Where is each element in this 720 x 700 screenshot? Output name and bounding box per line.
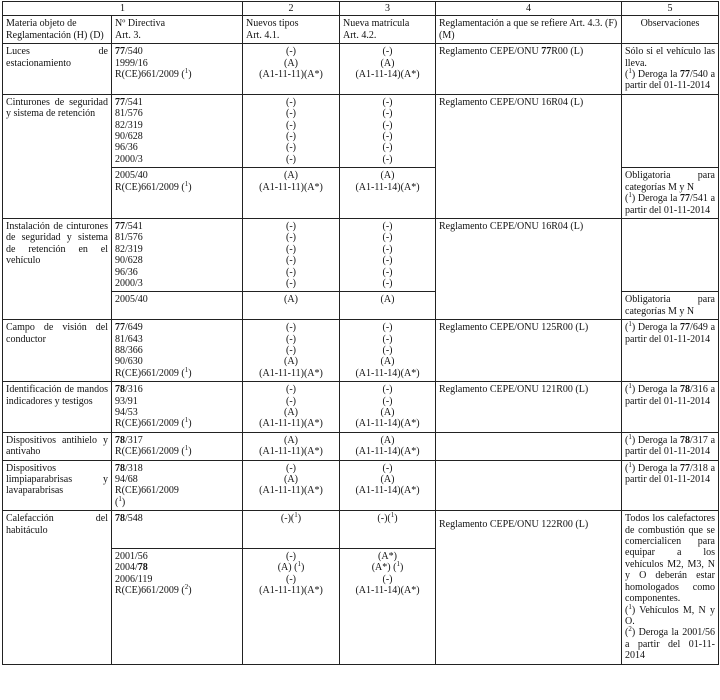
directiva-value: R(CE)661/2009: [115, 485, 179, 497]
reglamento-text: Reglamento CEPE/ONU 121R00 (L): [439, 384, 589, 396]
directiva-value: 78/316: [115, 384, 143, 396]
nueva-matricula-cell: [340, 432, 436, 460]
directiva-value: 96/36: [115, 266, 138, 278]
nuevos-tipos-value: (-): [286, 333, 296, 345]
directiva-value: 2000/3: [115, 153, 143, 165]
directiva-cell: [112, 94, 243, 167]
nuevos-tipos-value: (A): [284, 407, 298, 418]
footnote-mark: 1: [184, 444, 189, 453]
nueva-matricula-value: (-)($^1$): [377, 511, 398, 525]
nuevos-tipos-cell: [243, 44, 340, 95]
materia-cell: [3, 432, 112, 460]
header-reglamentacion: [436, 16, 622, 44]
reglamento-text: Reglamento CEPE/ONU 122R00 (L): [439, 519, 589, 531]
nuevos-tipos-value: (-): [286, 153, 296, 165]
nueva-matricula-value: (A1-11-14)(A*): [355, 367, 420, 379]
observaciones-text: Obligatoria para categorías M y N: [625, 294, 715, 317]
directiva-value: 2005/40: [115, 170, 148, 182]
nueva-matricula-cell: [340, 460, 436, 511]
observaciones-text: Sólo si el vehículo las lleva.: [625, 46, 715, 69]
table-row: [3, 432, 719, 460]
column-number-1: 1: [3, 2, 243, 16]
header-nuevos-line1: Nuevos tipos: [246, 18, 299, 30]
nuevos-tipos-value: (A): [284, 474, 298, 486]
nuevos-tipos-value: (A) ($^1$): [277, 560, 305, 574]
nueva-matricula-value: (A): [380, 356, 395, 368]
nueva-matricula-value: (-): [382, 573, 393, 585]
directiva-cell: [112, 511, 243, 549]
footnote-mark: 1: [628, 382, 632, 391]
observaciones-text: ($^1$) Deroga la 78/316 a partir del 01-11-2014: [625, 382, 716, 407]
directiva-cell: [112, 218, 243, 291]
header-materia-text: Materia objeto de Reglamentación (H) (D): [6, 18, 104, 41]
nuevos-tipos-value: (A1-11-11)(A*): [259, 485, 323, 497]
nueva-matricula-value: (A): [380, 434, 395, 446]
nueva-matricula-value: (A1-11-14)(A*): [355, 584, 420, 596]
footnote-mark: 2: [628, 625, 632, 634]
table-row: [3, 94, 719, 167]
footnote-mark: 1: [297, 560, 301, 569]
nueva-matricula-value: (-): [382, 333, 393, 345]
nuevos-tipos-cell: [243, 218, 340, 291]
nuevos-tipos-cell: [243, 382, 340, 433]
nuevos-tipos-value: (-): [286, 96, 296, 108]
directiva-value: 2005/40: [115, 294, 148, 306]
materia-text: Dispositivos limpiaparabrisas y lavaparabrisas: [6, 462, 108, 497]
nuevos-tipos-value: (-): [286, 220, 296, 232]
directiva-cell: [112, 168, 243, 219]
materia-text: Luces de estacionamiento: [6, 46, 108, 69]
materia-cell: [3, 320, 112, 382]
column-number-5: 5: [622, 2, 719, 16]
materia-cell: [3, 511, 112, 664]
directiva-value: 2006/119: [115, 573, 153, 585]
nuevos-tipos-value: (-): [286, 384, 296, 396]
materia-text: Identificación de mandos indicadores y testigos: [6, 384, 108, 407]
observaciones-cell: [622, 94, 719, 167]
directiva-value: 94/68: [115, 474, 138, 486]
nueva-matricula-value: (A1-11-14)(A*): [355, 181, 420, 193]
footnote-mark: 1: [184, 67, 189, 76]
nueva-matricula-cell: [340, 44, 436, 95]
nueva-matricula-cell: [340, 382, 436, 433]
nueva-matricula-value: (-): [382, 243, 393, 255]
table-body: [3, 2, 719, 665]
nuevos-tipos-cell: [243, 548, 340, 664]
nuevos-tipos-value: (-): [286, 344, 296, 356]
nueva-matricula-cell: [340, 511, 436, 549]
nueva-matricula-cell: [340, 548, 436, 664]
reglamento-text: Reglamento CEPE/ONU 16R04 (L): [439, 96, 584, 108]
observaciones-text: ($^1$) Deroga la 77/649 a partir del 01-11-2014: [625, 320, 716, 345]
bold-number: 77: [680, 322, 691, 334]
nueva-matricula-value: (-): [382, 322, 393, 334]
nueva-matricula-value: (A*) ($^1$): [371, 560, 404, 574]
reglamentacion-cell: [436, 460, 622, 511]
directiva-cell: [112, 320, 243, 382]
table-row: [3, 511, 719, 549]
nuevos-tipos-cell: [243, 511, 340, 549]
column-number-row: [3, 2, 719, 16]
nuevos-tipos-value: (-): [286, 395, 296, 407]
nueva-matricula-cell: [340, 218, 436, 291]
directiva-value: 1999/16: [115, 57, 148, 69]
footnote-mark: 1: [390, 511, 395, 520]
directiva-value: R(CE)661/2009 ($^1$): [115, 67, 192, 81]
directiva-cell: [112, 44, 243, 95]
header-observaciones: Observaciones: [622, 16, 719, 44]
nueva-matricula-value: (-): [382, 384, 393, 396]
reglamento-text: Reglamento CEPE/ONU 125R00 (L): [439, 322, 589, 334]
reglamento-text: Reglamento CEPE/ONU 77R00 (L): [439, 46, 584, 58]
nueva-matricula-cell: [340, 320, 436, 382]
bold-number: 77: [680, 193, 691, 205]
nuevos-tipos-cell: [243, 94, 340, 167]
nuevos-tipos-value: (A1-11-11)(A*): [259, 584, 323, 596]
observaciones-text: ($^1$) Vehículos M, N y O.: [625, 602, 715, 627]
directiva-value: 78/317: [115, 434, 143, 446]
nuevos-tipos-cell: [243, 320, 340, 382]
nueva-matricula-value: (-): [382, 344, 393, 356]
directiva-value: 82/319: [115, 119, 143, 131]
bold-number: 78: [115, 384, 125, 396]
nueva-matricula-cell: [340, 94, 436, 167]
nuevos-tipos-cell: [243, 460, 340, 511]
nuevos-tipos-value: (A1-11-11)(A*): [259, 69, 323, 81]
observaciones-text: Todos los calefactores de combustión que se comercialicen para equipar a los vehículos M2, M3, N y O deberán estar homologados como componentes.: [625, 513, 715, 605]
materia-cell: [3, 44, 112, 95]
nueva-matricula-value: (-): [382, 232, 393, 244]
reglamentacion-cell: [436, 511, 622, 664]
nueva-matricula-value: (A1-11-14)(A*): [355, 418, 420, 430]
directiva-value: ($^1$): [115, 494, 126, 508]
nueva-matricula-value: (A1-11-14)(A*): [355, 485, 420, 497]
observaciones-cell: [622, 460, 719, 511]
nuevos-tipos-value: (-): [286, 462, 296, 474]
directiva-value: 90/628: [115, 131, 143, 143]
nuevos-tipos-value: (-): [286, 266, 296, 278]
header-matricula-line1: Nueva matrícula: [343, 18, 410, 30]
observaciones-cell: [622, 511, 719, 664]
directiva-value: 78/548: [115, 513, 143, 525]
nuevos-tipos-value: (-): [286, 46, 296, 58]
materia-text: Instalación de cinturones de seguridad y sistema de retención en el vehículo: [6, 220, 108, 267]
materia-text: Calefacción del habitáculo: [6, 513, 108, 536]
footnote-mark: 1: [628, 432, 632, 441]
nuevos-tipos-value: (A1-11-11)(A*): [259, 446, 323, 458]
nuevos-tipos-value: (-)($^1$): [280, 511, 302, 525]
nuevos-tipos-value: (A1-11-11)(A*): [259, 367, 323, 379]
nueva-matricula-cell: [340, 292, 436, 320]
nuevos-tipos-value: (A1-11-11)(A*): [259, 181, 323, 193]
table-row: [3, 320, 719, 382]
directiva-value: 81/576: [115, 232, 143, 244]
observaciones-text: ($^1$) Deroga la 77/541 a partir del 01-11-2014: [625, 191, 716, 216]
bold-number: 77: [680, 69, 691, 81]
observaciones-cell: [622, 218, 719, 291]
materia-text: Campo de visión del conductor: [6, 322, 108, 345]
header-directiva-line1: Nº Directiva: [115, 18, 166, 30]
nueva-matricula-value: (-): [382, 96, 393, 108]
directiva-value: 96/36: [115, 142, 138, 154]
nueva-matricula-value: (-): [382, 108, 393, 120]
directiva-cell: [112, 460, 243, 511]
table-row: [3, 44, 719, 95]
reglamentacion-cell: [436, 320, 622, 382]
footnote-mark: 1: [628, 191, 632, 200]
materia-cell: [3, 460, 112, 511]
nuevos-tipos-value: (-): [286, 550, 296, 562]
bold-number: 78: [137, 562, 148, 574]
nueva-matricula-value: (-): [382, 142, 393, 154]
nueva-matricula-value: (-): [382, 462, 393, 474]
observaciones-text: ($^1$) Deroga la 78/317 a partir del 01-11-2014: [625, 432, 716, 458]
directiva-value: 88/366: [115, 344, 143, 356]
nuevos-tipos-value: (-): [286, 322, 296, 334]
nuevos-tipos-value: (-): [286, 277, 296, 289]
nuevos-tipos-value: (-): [286, 232, 296, 244]
header-nueva-matricula: [340, 16, 436, 44]
observaciones-cell: [622, 432, 719, 460]
table-row: [3, 460, 719, 511]
nuevos-tipos-value: (-): [286, 131, 296, 143]
directiva-value: 77/541: [115, 96, 143, 108]
directiva-value: 2004/78: [115, 562, 148, 574]
footnote-mark: 1: [184, 416, 189, 425]
header-directiva: [112, 16, 243, 44]
nueva-matricula-value: (-): [382, 277, 393, 289]
observaciones-text: Obligatoria para categorías M y N: [625, 170, 715, 193]
observaciones-cell: [622, 292, 719, 320]
bold-number: 77: [115, 220, 125, 232]
header-nuevos-tipos: [243, 16, 340, 44]
nueva-matricula-value: (-): [382, 395, 393, 407]
nuevos-tipos-cell: [243, 168, 340, 219]
bold-number: 78: [115, 462, 125, 474]
reglamento-text: Reglamento CEPE/ONU 16R04 (L): [439, 220, 584, 232]
bold-number: 77: [115, 96, 125, 108]
nueva-matricula-value: (A): [380, 407, 395, 418]
nueva-matricula-value: (-): [382, 119, 393, 131]
directiva-value: 82/319: [115, 243, 143, 255]
directiva-cell: [112, 292, 243, 320]
header-matricula-line2: Art. 4.2.: [343, 29, 377, 41]
directiva-value: R(CE)661/2009 ($^1$): [115, 444, 192, 458]
nueva-matricula-value: (-): [382, 255, 393, 267]
nueva-matricula-value: (-): [382, 266, 393, 278]
materia-cell: [3, 382, 112, 433]
observaciones-cell: [622, 320, 719, 382]
directiva-value: 2001/56: [115, 550, 148, 562]
directiva-value: R(CE)661/2009 ($^1$): [115, 416, 192, 430]
directiva-value: 78/318: [115, 462, 143, 474]
nuevos-tipos-value: (-): [286, 573, 296, 585]
nuevos-tipos-value: (-): [286, 255, 296, 267]
column-number-3: 3: [340, 2, 436, 16]
footnote-mark: 1: [396, 560, 400, 569]
nuevos-tipos-value: (-): [286, 243, 296, 255]
directiva-value: R(CE)661/2009 ($^1$): [115, 365, 192, 379]
materia-text: Dispositivos antihielo y antivaho: [6, 434, 108, 458]
directiva-value: 93/91: [115, 395, 138, 407]
bold-number: 78: [115, 434, 125, 446]
footnote-mark: 1: [628, 602, 632, 611]
directiva-value: R(CE)661/2009 ($^1$): [115, 179, 192, 193]
nuevos-tipos-value: (A): [284, 294, 298, 306]
observaciones-text: ($^1$) Deroga la 77/318 a partir del 01-11-2014: [625, 460, 716, 486]
header-directiva-line2: Art. 3.: [115, 29, 141, 41]
footnote-mark: 1: [184, 179, 189, 188]
nueva-matricula-value: (A): [380, 57, 395, 69]
nueva-matricula-value: (A1-11-14)(A*): [355, 446, 420, 458]
footnote-mark: 1: [118, 494, 122, 503]
nueva-matricula-value: (-): [382, 46, 393, 58]
observaciones-cell: [622, 382, 719, 433]
directiva-cell: [112, 548, 243, 664]
nueva-matricula-value: (A): [380, 474, 395, 486]
directiva-value: 2000/3: [115, 277, 143, 289]
nuevos-tipos-value: (A): [284, 170, 298, 182]
nuevos-tipos-value: (-): [286, 108, 296, 120]
observaciones-cell: [622, 168, 719, 219]
column-number-2: 2: [243, 2, 340, 16]
reglamentacion-cell: [436, 382, 622, 433]
bold-number: 78: [680, 384, 691, 396]
reglamentacion-cell: [436, 218, 622, 319]
table-row: [3, 382, 719, 433]
header-row: [3, 16, 719, 44]
reglamentacion-cell: [436, 44, 622, 95]
observaciones-text: ($^1$) Deroga la 77/540 a partir del 01-11-2014: [625, 67, 716, 92]
footnote-mark: 1: [294, 511, 298, 520]
nuevos-tipos-value: (A): [284, 356, 298, 368]
directiva-value: R(CE)661/2009 ($^2$): [115, 582, 192, 596]
directiva-value: 90/628: [115, 255, 143, 267]
materia-cell: [3, 94, 112, 218]
header-reglamentacion-text: Reglamentación a que se refiere Art. 4.3. (F) (M): [439, 18, 618, 41]
footnote-mark: 1: [184, 365, 189, 374]
table-row: [3, 218, 719, 291]
header-nuevos-line2: Art. 4.1.: [246, 29, 280, 41]
directiva-value: 77/541: [115, 220, 143, 232]
materia-cell: [3, 218, 112, 319]
nueva-matricula-value: (-): [382, 153, 393, 165]
directiva-value: 94/53: [115, 407, 138, 418]
bold-number: 78: [680, 434, 691, 446]
column-number-4: 4: [436, 2, 622, 16]
regulation-table: [2, 1, 719, 665]
nueva-matricula-value: (A1-11-14)(A*): [355, 69, 420, 81]
nueva-matricula-value: (-): [382, 131, 393, 143]
directiva-value: 77/540: [115, 46, 143, 58]
nuevos-tipos-value: (A): [284, 434, 298, 446]
nueva-matricula-value: (A): [380, 170, 395, 182]
directiva-value: 81/576: [115, 108, 143, 120]
nuevos-tipos-value: (-): [286, 142, 296, 154]
bold-number: 77: [115, 46, 125, 58]
reglamentacion-cell: [436, 432, 622, 460]
footnote-mark: 2: [184, 582, 189, 591]
nueva-matricula-value: (-): [382, 220, 393, 232]
bold-number: 77: [680, 462, 691, 474]
nuevos-tipos-value: (-): [286, 119, 296, 131]
nueva-matricula-value: (A): [380, 294, 395, 306]
header-materia: [3, 16, 112, 44]
nueva-matricula-cell: [340, 168, 436, 219]
nueva-matricula-value: (A*): [378, 550, 397, 562]
observaciones-cell: [622, 44, 719, 95]
directiva-value: 77/649: [115, 322, 143, 334]
footnote-mark: 1: [628, 67, 632, 76]
reglamentacion-cell: [436, 94, 622, 218]
footnote-mark: 1: [628, 320, 632, 329]
nuevos-tipos-value: (A1-11-11)(A*): [259, 418, 323, 430]
materia-text: Cinturones de seguridad y sistema de retención: [6, 96, 108, 120]
nuevos-tipos-cell: [243, 432, 340, 460]
bold-number: 77: [115, 322, 125, 334]
observaciones-text: ($^2$) Deroga la 2001/56 a partir del 01-11-2014: [625, 625, 715, 662]
directiva-value: 81/643: [115, 333, 143, 345]
directiva-cell: [112, 432, 243, 460]
nuevos-tipos-cell: [243, 292, 340, 320]
bold-number: 77: [541, 46, 552, 58]
directiva-value: 90/630: [115, 356, 143, 368]
footnote-mark: 1: [628, 460, 632, 469]
bold-number: 78: [115, 513, 125, 525]
directiva-cell: [112, 382, 243, 433]
nuevos-tipos-value: (A): [284, 57, 298, 69]
